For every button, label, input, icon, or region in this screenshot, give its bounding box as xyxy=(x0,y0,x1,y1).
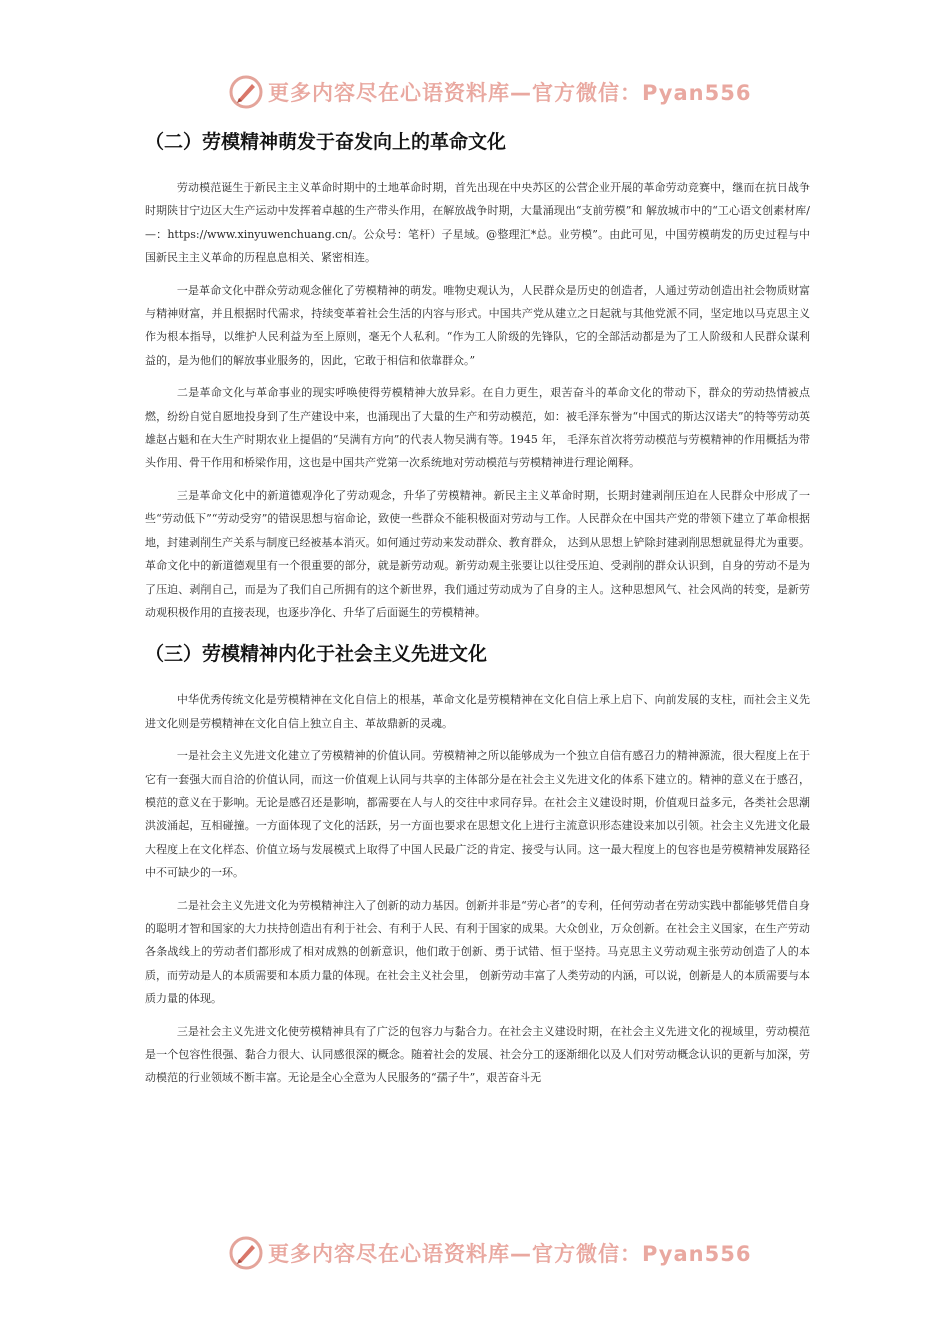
section-3-paragraph-3: 二是社会主义先进文化为劳模精神注入了创新的动力基因。创新并非是“劳心者”的专利，任何劳动者在劳动实践中都能够凭借自身的聪明才智和国家的大力扶持创造出有利于社会、有利于人民、有利于国家的成果。大众创业，万众创新。在社会主义国家，在生产劳动各条战线上的劳动者们都形成了相对成熟的创新意识，他们敢于创新、勇于试错、恒于坚持。马克思主义劳动观主张劳动创造了人的本质，而劳动是人的本质需要和本质力量的体现。在社会主义社会里， 创新劳动丰富了人类劳动的内涵，可以说，创新是人的本质需要与本质力量的体现。 xyxy=(145,898,810,1006)
document-body xyxy=(145,126,810,1099)
section-3-paragraph-1: 中华优秀传统文化是劳模精神在文化自信上的根基，革命文化是劳模精神在文化自信上承上启下、向前发展的支柱，而社会主义先进文化则是劳模精神在文化自信上独立自主、革故鼎新的灵魂。 xyxy=(145,693,810,730)
section-2-paragraph-3: 二是革命文化与革命事业的现实呼唤使得劳模精神大放异彩。在自力更生，艰苦奋斗的革命文化的带动下，群众的劳动热情被点燃，纷纷自觉自愿地投身到了生产建设中来，也涌现出了大量的生产和劳动模范，如：被毛泽东誉为“中国式的斯达汉诺夫”的特等劳动英雄赵占魁和在大生产时期农业上提倡的“吴满有方向”的代表人物吴满有等。1945 年， 毛泽东首次将劳动模范与劳模精神的作用概括为带头作用、骨干作用和桥梁作用，这也是中国共产党第一次系统地对劳动模范与劳模精神进行理论阐释。 xyxy=(145,386,810,470)
header-banner xyxy=(228,72,751,112)
banner-text: 更多内容尽在心语资料库—官方微信：Pyan556 xyxy=(268,1242,752,1266)
section-2-title: （二）劳模精神萌发于奋发向上的革命文化 xyxy=(145,131,507,153)
banner-text: 更多内容尽在心语资料库—官方微信：Pyan556 xyxy=(268,81,752,105)
footer-banner xyxy=(228,1233,751,1273)
section-2-paragraph-1: 劳动模范诞生于新民主主义革命时期中的土地革命时期，首先出现在中央苏区的公营企业开展的革命劳动竞赛中，继而在抗日战争时期陕甘宁边区大生产运动中发挥着卓越的生产带头作用，在解放战争时期，大量涌现出“支前劳模”和 解放城市中的“工心语文创素材库/—：https://www.xinyuwenchuang.cn/。公众号：笔杆）子星域。@整理汇*总。业劳模”。由此可见，中国劳模萌发的历史过程与中国新民主主义革命的历程息息相关、紧密相连。 xyxy=(145,181,810,265)
section-3-title: （三）劳模精神内化于社会主义先进文化 xyxy=(145,643,488,666)
quill-pen-logo-icon xyxy=(228,1235,264,1271)
section-2-paragraph-4: 三是革命文化中的新道德观净化了劳动观念，升华了劳模精神。新民主主义革命时期，长期封建剥削压迫在人民群众中形成了一些“劳动低下”“劳动受穷”的错误思想与宿命论，致使一些群众不能积极面对劳动与工作。人民群众在中国共产党的带领下建立了革命根据地，封建剥削生产关系与制度已经被基本消灭。如何通过劳动来发动群众、教育群众， 达到从思想上铲除封建剥削思想就显得尤为重要。革命文化中的新道德观里有一个很重要的部分，就是新劳动观。新劳动观主张要让以往受压迫、受剥削的群众认识到，自身的劳动不是为了压迫、剥削自己，而是为了我们自己所拥有的这个新世界，我们通过劳动成为了自身的主人。这种思想风气、社会风尚的转变，是新劳动观积极作用的直接表现，也逐步净化、升华了后面诞生的劳模精神。 xyxy=(145,488,810,619)
quill-pen-logo-icon xyxy=(228,74,264,110)
section-3-paragraph-4: 三是社会主义先进文化使劳模精神具有了广泛的包容力与黏合力。在社会主义建设时期，在社会主义先进文化的视域里，劳动模范是一个包容性很强、黏合力很大、认同感很深的概念。随着社会的发展、社会分工的逐渐细化以及人们对劳动概念认识的更新与加深，劳动模范的行业领域不断丰富。无论是全心全意为人民服务的“孺子牛”，艰苦奋斗无 xyxy=(145,1024,810,1085)
section-2-paragraph-2: 一是革命文化中群众劳动观念催化了劳模精神的萌发。唯物史观认为，人民群众是历史的创造者，人通过劳动创造出社会物质财富与精神财富，并且根据时代需求，持续变革着社会生活的内容与形式。中国共产党从建立之日起就与其他党派不同，坚定地以马克思主义作为根本指导，以维护人民利益为至上原则，毫无个人私利。“作为工人阶级的先锋队，它的全部活动都是为了工人阶级和人民群众谋利益的，是为他们的解放事业服务的，因此，它敢于相信和依靠群众。” xyxy=(145,283,810,367)
section-3-paragraph-2: 一是社会主义先进文化建立了劳模精神的价值认同。劳模精神之所以能够成为一个独立自信有感召力的精神源流，很大程度上在于它有一套强大而自洽的价值认同，而这一价值观上认同与共享的主体部分是在社会主义先进文化的体系下建立的。精神的意义在于感召，模范的意义在于影响。无论是感召还是影响，都需要在人与人的交往中求同存异。在社会主义建设时期，价值观日益多元，各类社会思潮洪波涌起，互相碰撞。一方面体现了文化的活跃，另一方面也要求在思想文化上进行主流意识形态建设来加以引领。社会主义先进文化最大程度上在文化样态、价值立场与发展模式上取得了中国人民最广泛的肯定、接受与认同。这一最大程度上的包容也是劳模精神发展路径中不可缺少的一环。 xyxy=(145,749,810,880)
